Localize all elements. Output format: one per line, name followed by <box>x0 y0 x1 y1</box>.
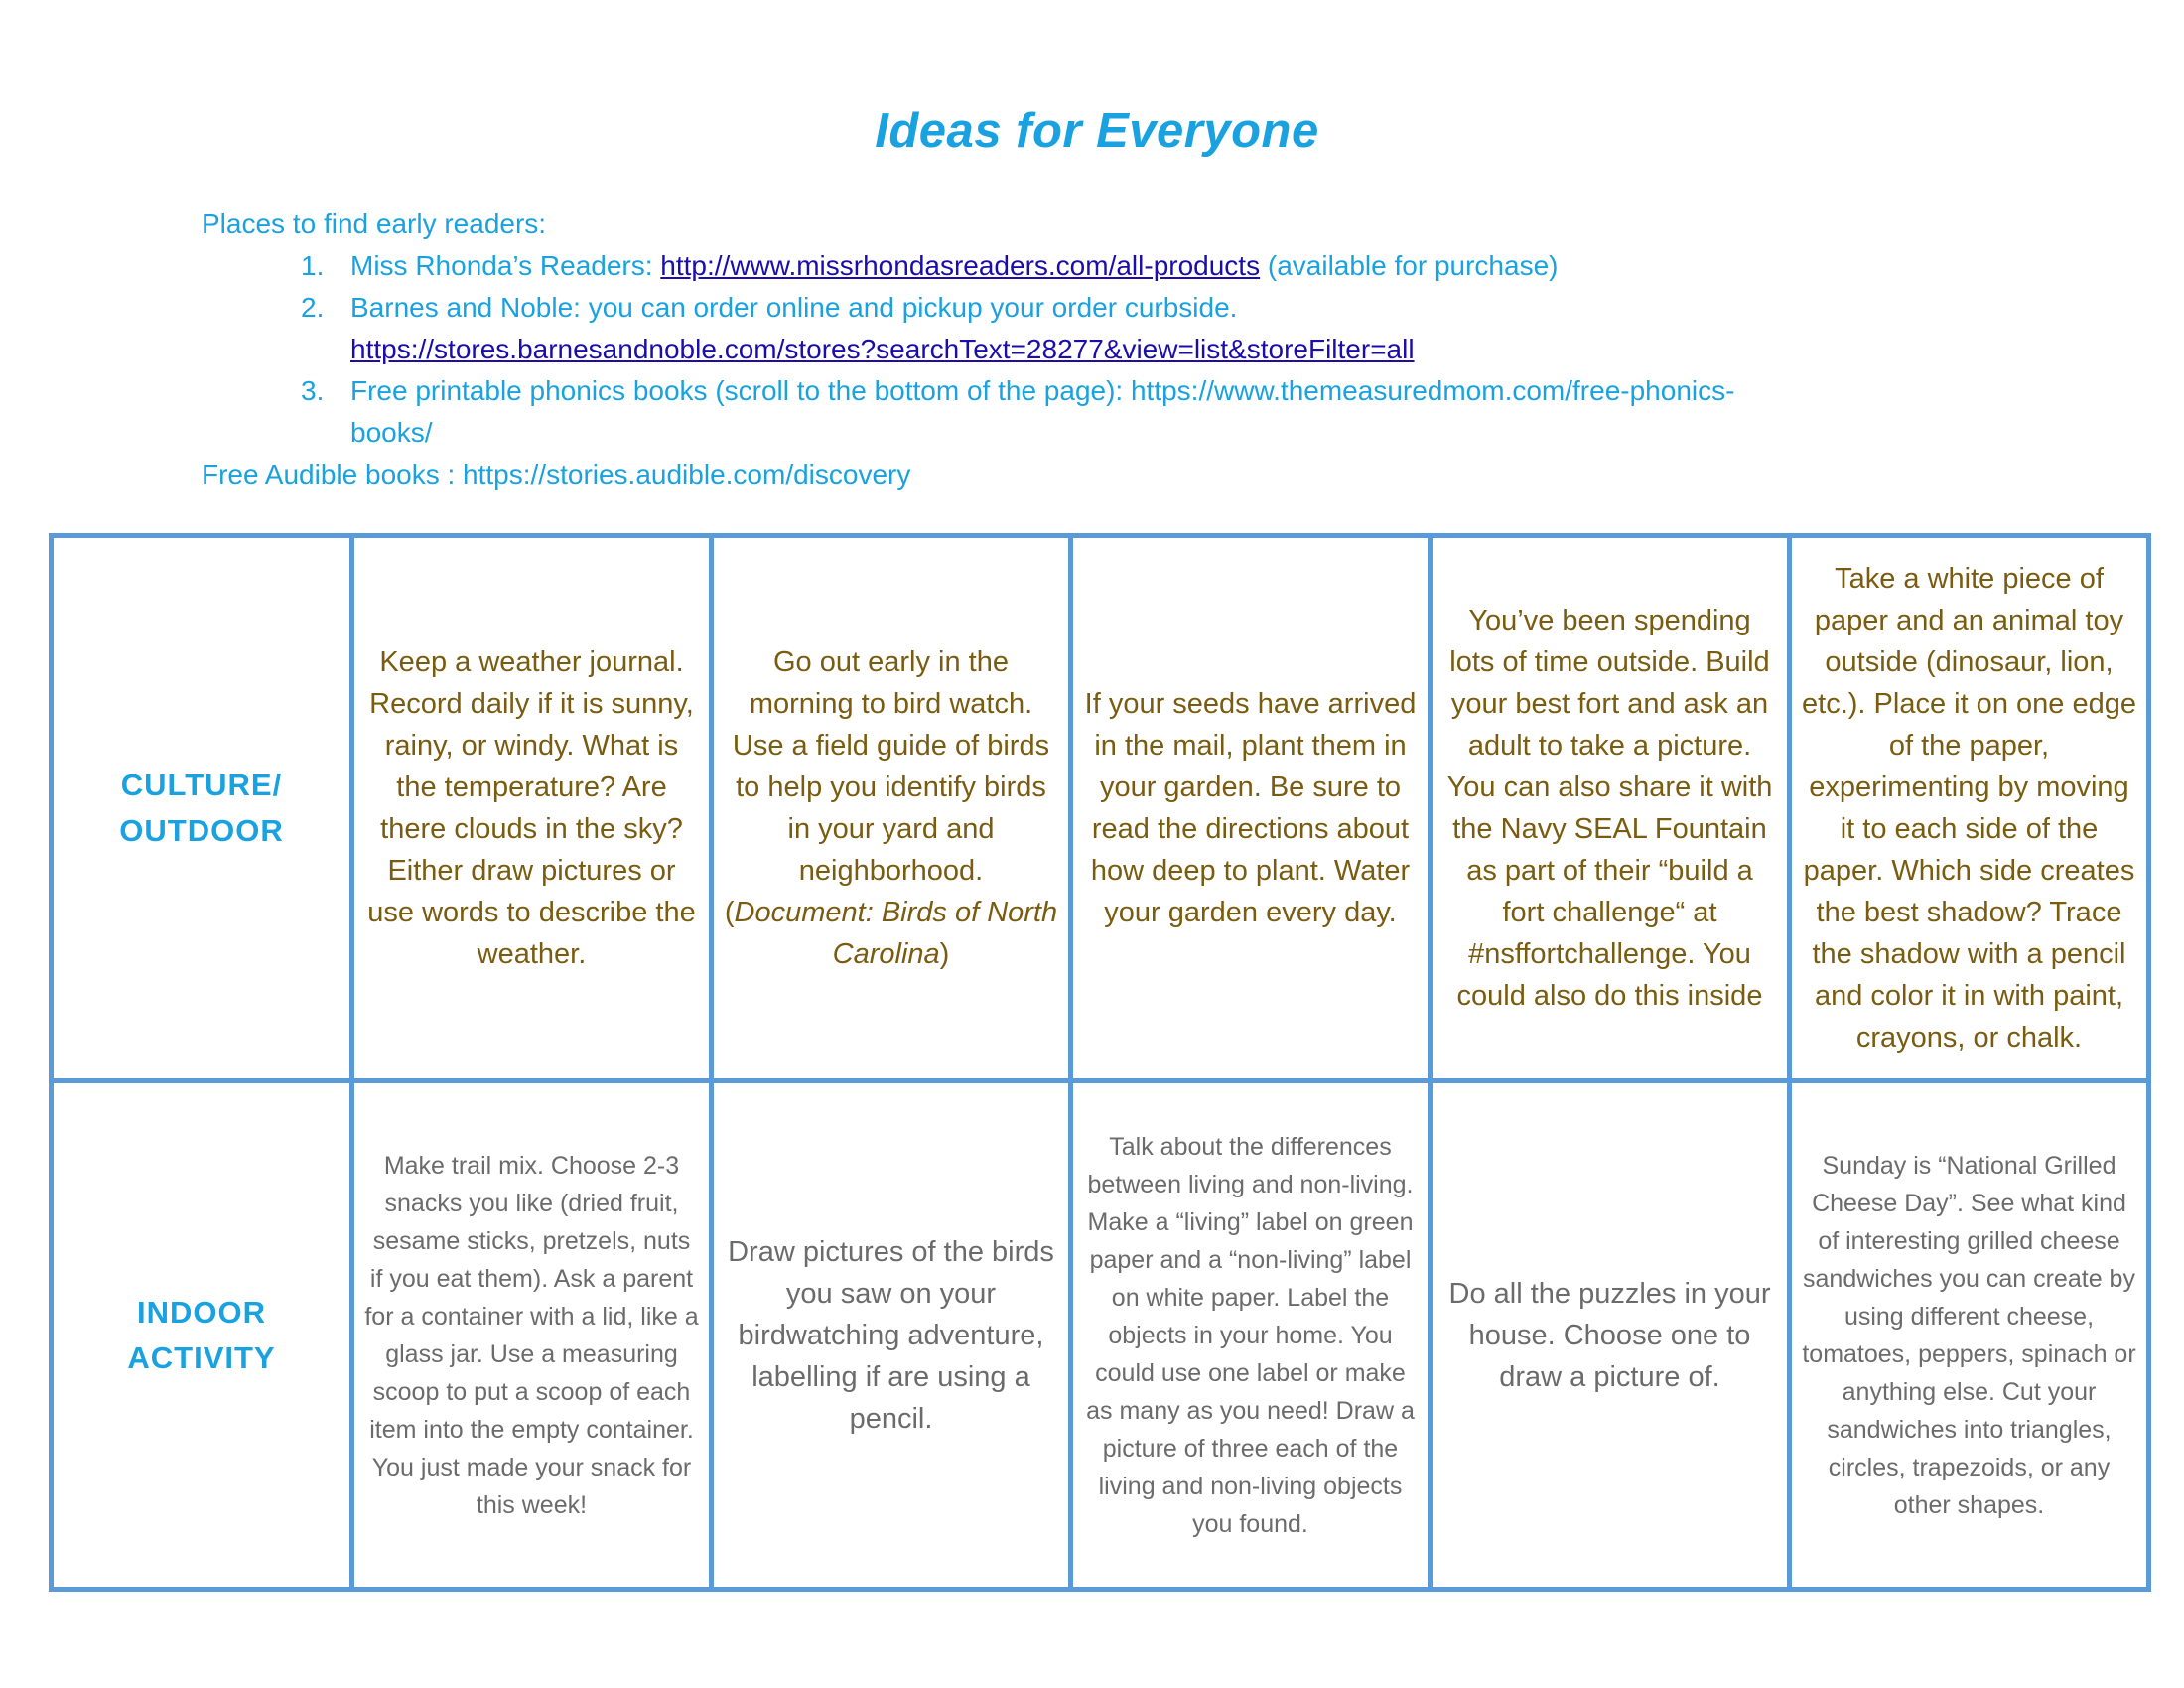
list-number: 3. <box>301 375 325 406</box>
list-item-text: Barnes and Noble: you can order online and pickup your order curbside. <box>350 292 1238 323</box>
row-header-line: CULTURE/ <box>120 768 283 802</box>
list-number: 2. <box>301 292 325 323</box>
table-row <box>52 1081 2149 1590</box>
cell-bird-watch <box>712 536 1071 1081</box>
row-header-line: ACTIVITY <box>127 1339 276 1375</box>
row-header-indoor-activity <box>52 1081 352 1590</box>
activity-table <box>49 533 2151 1592</box>
cell-weather-journal: Keep a weather journal. Record daily if it is sunny, rainy, or windy. What is the temperature? Are there clouds in the sky? Either draw pictures or use words to describe the weather. <box>352 536 712 1081</box>
cell-paren: ( <box>724 897 735 928</box>
cell-build-fort: You’ve been spending lots of time outside. Build your best fort and ask an adult to take a picture. You can also share it with the Navy SEAL Fountain as part of their “build a fort challenge“ at #nsffortchallenge. You could also do this inside <box>1431 536 1790 1081</box>
cell-puzzles: Do all the puzzles in your house. Choose one to draw a picture of. <box>1431 1081 1790 1590</box>
table-row <box>52 536 2149 1081</box>
cell-paren: ) <box>939 938 950 970</box>
intro-heading: Places to find early readers: <box>202 209 547 239</box>
list-item-note: (available for purchase) <box>1260 250 1559 281</box>
list-number: 1. <box>301 250 325 281</box>
cell-living-nonliving: Talk about the differences between living and non-living. Make a “living” label on green paper and a “non-living” label on white paper. Label the objects in your home. You could use one label or make as many as you need! Draw a picture of three each of the living and non-living objects you found. <box>1071 1081 1431 1590</box>
cell-plant-seeds: If your seeds have arrived in the mail, plant them in your garden. Be sure to read the directions about how deep to plant. Water your garden every day. <box>1071 536 1431 1081</box>
cell-document-ref: Document: Birds of North Carolina <box>734 897 1058 970</box>
cell-text: Go out early in the morning to bird watch. Use a field guide of birds to help you identify birds in your yard and neighborhood. <box>732 646 1050 887</box>
cell-trail-mix: Make trail mix. Choose 2-3 snacks you like (dried fruit, sesame sticks, pretzels, nuts if you eat them). Ask a parent for a container with a lid, like a glass jar. Use a measuring scoop to put a scoop of each item into the empty container. You just made your snack for this week! <box>352 1081 712 1590</box>
row-header-line: INDOOR <box>137 1294 266 1330</box>
missrhondas-link[interactable]: http://www.missrhondasreaders.com/all-products <box>660 250 1261 281</box>
row-header-culture-outdoor <box>52 536 352 1081</box>
intro-section <box>202 204 1988 495</box>
list-item-phonics <box>202 370 1988 454</box>
audible-line: Free Audible books : https://stories.audible.com/discovery <box>202 459 911 490</box>
barnes-link[interactable]: https://stores.barnesandnoble.com/stores?searchText=28277&view=list&storeFilter=all <box>350 334 1415 364</box>
list-item-barnes <box>202 287 1988 370</box>
list-item-text: Miss Rhonda’s Readers: <box>350 250 661 281</box>
list-item-text: Free printable phonics books (scroll to the bottom of the page): https://www.themeasuredmom.com/free-phonics- <box>350 375 1735 406</box>
cell-draw-birds: Draw pictures of the birds you saw on your birdwatching adventure, labelling if are using a pencil. <box>712 1081 1071 1590</box>
page-title: Ideas for Everyone <box>875 104 1319 158</box>
cell-shadow-trace: Take a white piece of paper and an animal toy outside (dinosaur, lion, etc.). Place it on one edge of the paper, experimenting by moving it to each side of the paper. Which side creates the best shadow? Trace the shadow with a pencil and color it in with paint, crayons, or chalk. <box>1790 536 2149 1081</box>
cell-grilled-cheese: Sunday is “National Grilled Cheese Day”. See what kind of interesting grilled cheese sandwiches you can create by using different cheese, tomatoes, peppers, spinach or anything else. Cut your sandwiches into triangles, circles, trapezoids, or any other shapes. <box>1790 1081 2149 1590</box>
row-header-line: OUTDOOR <box>119 813 284 848</box>
readers-list <box>202 245 1988 454</box>
list-item-text-cont: books/ <box>350 417 433 448</box>
list-item-readers <box>202 245 1988 287</box>
